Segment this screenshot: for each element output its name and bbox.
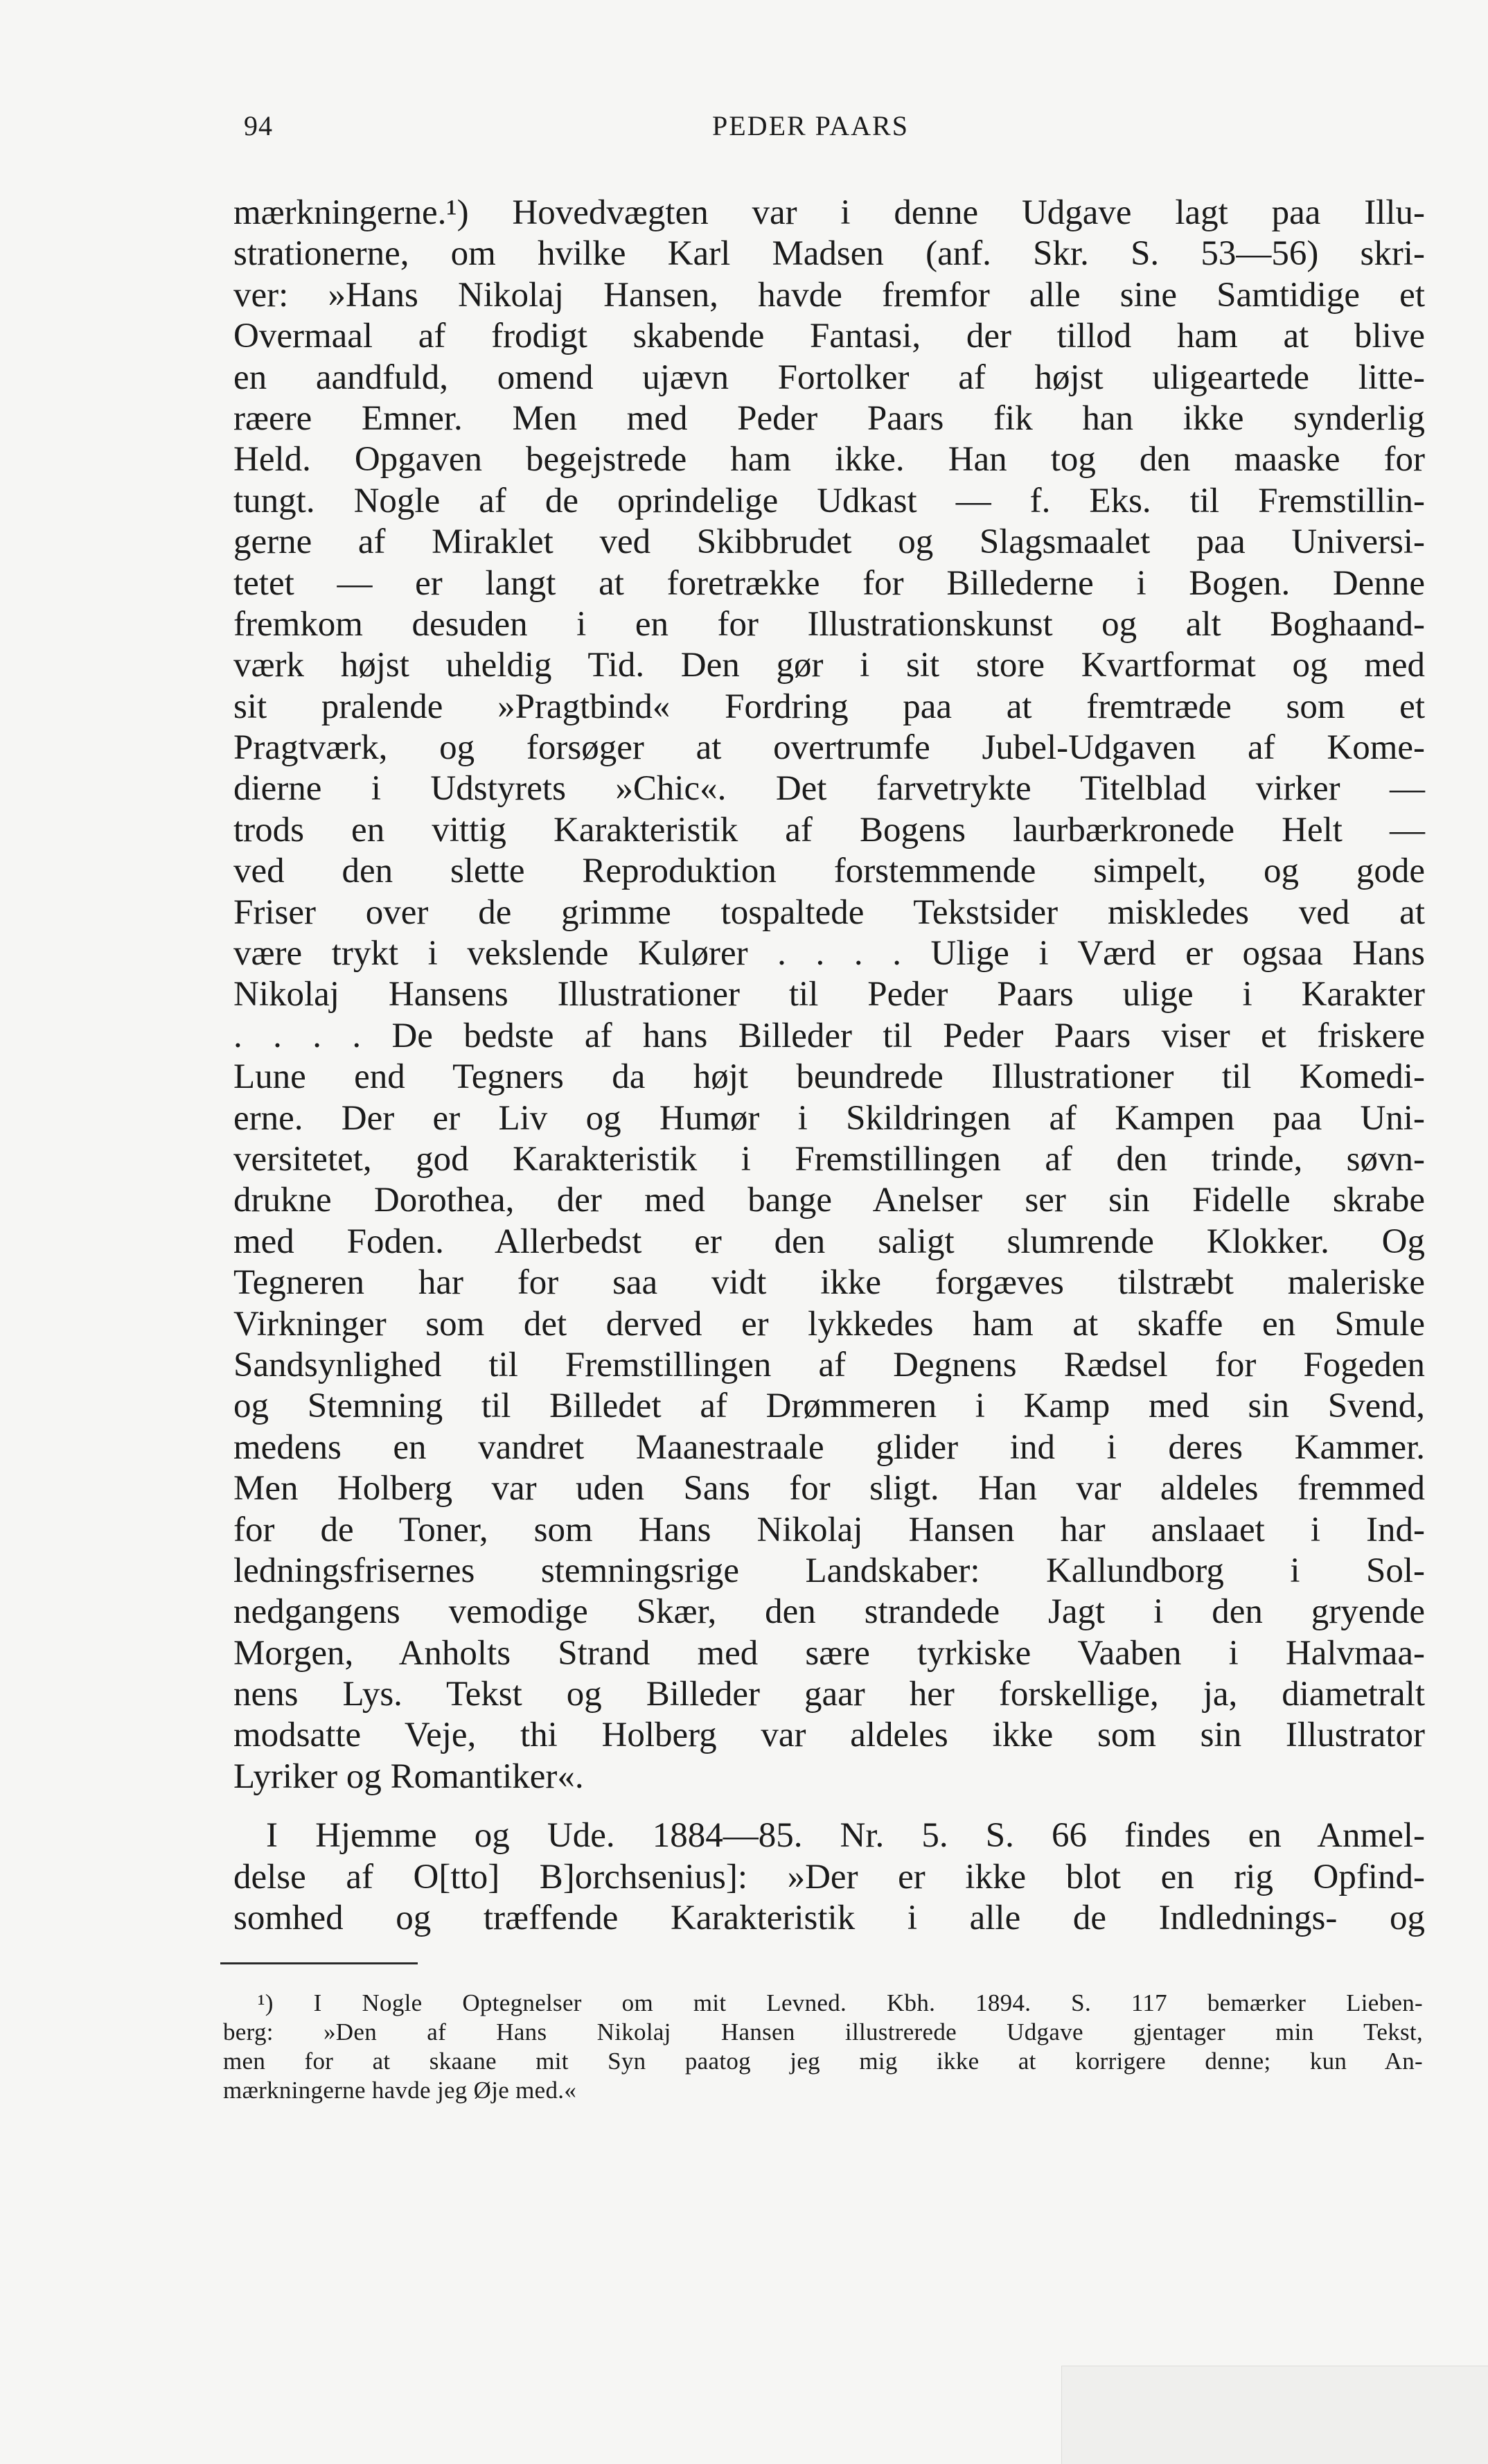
body-text: [233, 193, 1425, 1939]
text-line: Morgen, Anholts Strand med sære tyrkiske Vaaben i Halvmaa-: [233, 1633, 1425, 1673]
text-line: for de Toner, som Hans Nikolaj Hansen har anslaaet i Ind-: [233, 1510, 1425, 1549]
text-line: modsatte Veje, thi Holberg var aldeles ikke som sin Illustrator: [233, 1716, 1425, 1755]
text-line: Men Holberg var uden Sans for sligt. Han var aldeles fremmed: [233, 1469, 1425, 1508]
text-line: fremkom desuden i en for Illustrationskunst og alt Boghaand-: [233, 604, 1425, 644]
text-line: ræere Emner. Men med Peder Paars fik han ikke synderlig: [233, 398, 1425, 438]
text-line: drukne Dorothea, der med bange Anelser ser sin Fidelle skrabe: [233, 1181, 1425, 1220]
text-line: ver: »Hans Nikolaj Hansen, havde fremfor alle sine Samtidige et: [233, 275, 1425, 315]
text-line: versitetet, god Karakteristik i Fremstillingen af den trinde, søvn-: [233, 1139, 1425, 1179]
text-line: erne. Der er Liv og Humør i Skildringen af Kampen paa Uni-: [233, 1098, 1425, 1138]
footnote: [223, 1989, 1423, 2105]
text-line: Held. Opgaven begejstrede ham ikke. Han tog den maaske for: [233, 440, 1425, 479]
text-line: tetet — er langt at foretrække for Billederne i Bogen. Denne: [233, 563, 1425, 603]
paragraph-gap: [233, 1797, 1425, 1815]
text-line: mærkningerne.¹) Hovedvægten var i denne Udgave lagt paa Illu-: [233, 193, 1425, 232]
text-line: nedgangens vemodige Skær, den strandede Jagt i den gryende: [233, 1592, 1425, 1632]
text-line: dierne i Udstyrets »Chic«. Det farvetrykte Titelblad virker —: [233, 769, 1425, 809]
text-line: . . . . De bedste af hans Billeder til Peder Paars viser et friskere: [233, 1016, 1425, 1055]
text-line: sit pralende »Pragtbind« Fordring paa at fremtræde som et: [233, 687, 1425, 726]
footnote-line: ¹) I Nogle Optegnelser om mit Levned. Kbh. 1894. S. 117 bemærker Lieben-: [258, 1989, 1423, 2016]
text-line: ledningsfrisernes stemningsrige Landskaber: Kallundborg i Sol-: [233, 1551, 1425, 1590]
running-head: [244, 109, 1435, 151]
text-line: Pragtværk, og forsøger at overtrumfe Jubel-Udgaven af Kome-: [233, 728, 1425, 768]
text-line: Friser over de grimme tospaltede Tekstsider miskledes ved at: [233, 892, 1425, 932]
text-line: trods en vittig Karakteristik af Bogens laurbærkronede Helt —: [233, 810, 1425, 850]
text-line: gerne af Miraklet ved Skibbrudet og Slagsmaalet paa Universi-: [233, 522, 1425, 562]
page-number: 94: [244, 110, 273, 141]
text-line: tungt. Nogle af de oprindelige Udkast — f. Eks. til Fremstillin-: [233, 481, 1425, 520]
text-line: delse af O[tto] B]orchsenius]: »Der er ikke blot en rig Opfind-: [233, 1857, 1425, 1897]
text-line: Sandsynlighed til Fremstillingen af Degnens Rædsel for Fogeden: [233, 1345, 1425, 1384]
text-line: værk højst uheldig Tid. Den gør i sit store Kvartformat og med: [233, 646, 1425, 685]
text-line: strationerne, om hvilke Karl Madsen (anf. Skr. S. 53—56) skri-: [233, 234, 1425, 274]
text-line: Overmaal af frodigt skabende Fantasi, der tillod ham at blive: [233, 317, 1425, 356]
footnote-line: berg: »Den af Hans Nikolaj Hansen illustrerede Udgave gjentager min Tekst,: [223, 2018, 1423, 2045]
footnote-line: mærkningerne havde jeg Øje med.«: [223, 2077, 577, 2104]
text-line: være trykt i vekslende Kulører . . . . Ulige i Værd er ogsaa Hans: [233, 934, 1425, 974]
text-line: og Stemning til Billedet af Drømmeren i Kamp med sin Svend,: [233, 1387, 1425, 1426]
scan-corner-patch: [1061, 2366, 1488, 2464]
text-line: Tegneren har for saa vidt ikke forgæves tilstræbt maleriske: [233, 1263, 1425, 1303]
text-line: medens en vandret Maanestraale glider ind i deres Kammer.: [233, 1427, 1425, 1467]
text-line: I Hjemme og Ude. 1884—85. Nr. 5. S. 66 findes en Anmel-: [266, 1816, 1425, 1856]
text-line: med Foden. Allerbedst er den saligt slumrende Klokker. Og: [233, 1222, 1425, 1261]
footnote-line: men for at skaane mit Syn paatog jeg mig ikke at korrigere denne; kun An-: [223, 2048, 1423, 2075]
text-line: Lune end Tegners da højt beundrede Illustrationer til Komedi-: [233, 1057, 1425, 1097]
text-line: Nikolaj Hansens Illustrationer til Peder Paars ulige i Karakter: [233, 975, 1425, 1014]
text-line: Virkninger som det derved er lykkedes ham at skaffe en Smule: [233, 1304, 1425, 1344]
running-title: PEDER PAARS: [712, 110, 909, 141]
text-line: somhed og træffende Karakteristik i alle de Indlednings- og: [233, 1899, 1425, 1938]
footnote-rule: [220, 1962, 418, 1964]
text-line: en aandfuld, omend ujævn Fortolker af højst uligeartede litte-: [233, 358, 1425, 397]
text-line: ved den slette Reproduktion forstemmende simpelt, og gode: [233, 852, 1425, 891]
text-line: Lyriker og Romantiker«.: [233, 1757, 584, 1796]
text-line: nens Lys. Tekst og Billeder gaar her forskellige, ja, diametralt: [233, 1675, 1425, 1714]
